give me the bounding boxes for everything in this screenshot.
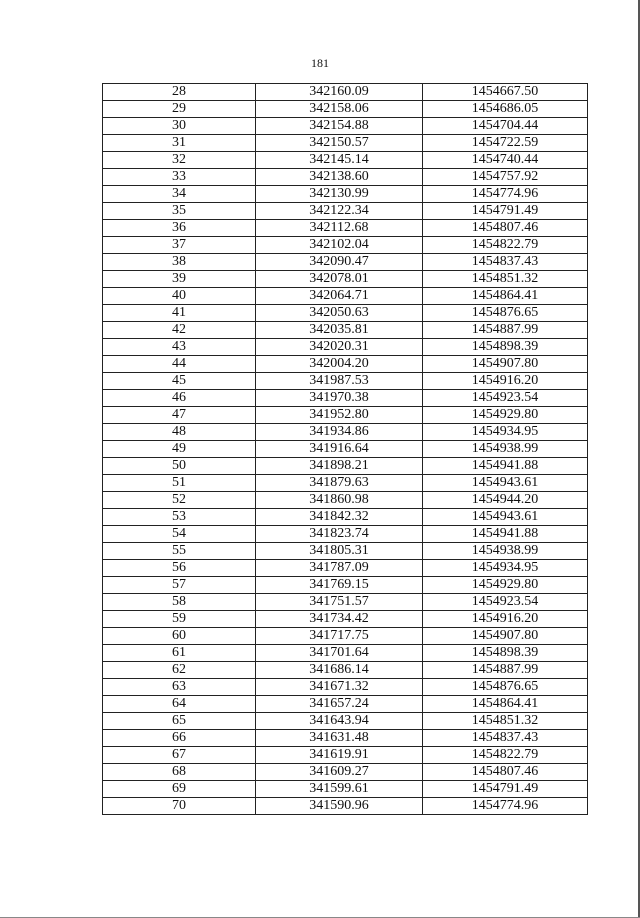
point-number-cell: 63 xyxy=(103,679,256,696)
y-coordinate-cell: 1454916.20 xyxy=(423,373,588,390)
x-coordinate-cell: 341952.80 xyxy=(256,407,423,424)
point-number-cell: 69 xyxy=(103,781,256,798)
y-coordinate-cell: 1454807.46 xyxy=(423,220,588,237)
x-coordinate-cell: 341805.31 xyxy=(256,543,423,560)
point-number-cell: 67 xyxy=(103,747,256,764)
y-coordinate-cell: 1454722.59 xyxy=(423,135,588,152)
point-number-cell: 62 xyxy=(103,662,256,679)
table-row xyxy=(103,118,588,135)
point-number-cell: 49 xyxy=(103,441,256,458)
point-number-cell: 32 xyxy=(103,152,256,169)
table-row xyxy=(103,203,588,220)
point-number-cell: 44 xyxy=(103,356,256,373)
x-coordinate-cell: 342078.01 xyxy=(256,271,423,288)
table-row xyxy=(103,424,588,441)
page-number: 181 xyxy=(311,56,329,70)
x-coordinate-cell: 341751.57 xyxy=(256,594,423,611)
x-coordinate-cell: 341987.53 xyxy=(256,373,423,390)
table-row xyxy=(103,390,588,407)
point-number-cell: 31 xyxy=(103,135,256,152)
table-row xyxy=(103,356,588,373)
point-number-cell: 41 xyxy=(103,305,256,322)
y-coordinate-cell: 1454851.32 xyxy=(423,271,588,288)
point-number-cell: 38 xyxy=(103,254,256,271)
point-number-cell: 53 xyxy=(103,509,256,526)
table-row xyxy=(103,628,588,645)
table-row xyxy=(103,288,588,305)
y-coordinate-cell: 1454929.80 xyxy=(423,577,588,594)
y-coordinate-cell: 1454740.44 xyxy=(423,152,588,169)
y-coordinate-cell: 1454943.61 xyxy=(423,509,588,526)
y-coordinate-cell: 1454757.92 xyxy=(423,169,588,186)
table-row xyxy=(103,747,588,764)
x-coordinate-cell: 341860.98 xyxy=(256,492,423,509)
point-number-cell: 46 xyxy=(103,390,256,407)
y-coordinate-cell: 1454938.99 xyxy=(423,543,588,560)
x-coordinate-cell: 342158.06 xyxy=(256,101,423,118)
point-number-cell: 64 xyxy=(103,696,256,713)
y-coordinate-cell: 1454929.80 xyxy=(423,407,588,424)
table-row xyxy=(103,101,588,118)
y-coordinate-cell: 1454837.43 xyxy=(423,254,588,271)
x-coordinate-cell: 341934.86 xyxy=(256,424,423,441)
table-row xyxy=(103,611,588,628)
y-coordinate-cell: 1454923.54 xyxy=(423,390,588,407)
y-coordinate-cell: 1454774.96 xyxy=(423,186,588,203)
point-number-cell: 29 xyxy=(103,101,256,118)
table-row xyxy=(103,577,588,594)
table-row xyxy=(103,475,588,492)
table-row xyxy=(103,543,588,560)
x-coordinate-cell: 341879.63 xyxy=(256,475,423,492)
point-number-cell: 59 xyxy=(103,611,256,628)
y-coordinate-cell: 1454822.79 xyxy=(423,747,588,764)
x-coordinate-cell: 341823.74 xyxy=(256,526,423,543)
table-row xyxy=(103,509,588,526)
table-row xyxy=(103,84,588,101)
y-coordinate-cell: 1454876.65 xyxy=(423,305,588,322)
point-number-cell: 35 xyxy=(103,203,256,220)
x-coordinate-cell: 342160.09 xyxy=(256,84,423,101)
table-row xyxy=(103,458,588,475)
table-row xyxy=(103,305,588,322)
point-number-cell: 55 xyxy=(103,543,256,560)
y-coordinate-cell: 1454907.80 xyxy=(423,628,588,645)
table-row xyxy=(103,560,588,577)
table-row xyxy=(103,152,588,169)
point-number-cell: 33 xyxy=(103,169,256,186)
point-number-cell: 47 xyxy=(103,407,256,424)
y-coordinate-cell: 1454851.32 xyxy=(423,713,588,730)
point-number-cell: 34 xyxy=(103,186,256,203)
table-row xyxy=(103,764,588,781)
x-coordinate-cell: 342064.71 xyxy=(256,288,423,305)
point-number-cell: 45 xyxy=(103,373,256,390)
y-coordinate-cell: 1454934.95 xyxy=(423,424,588,441)
x-coordinate-cell: 341657.24 xyxy=(256,696,423,713)
x-coordinate-cell: 342102.04 xyxy=(256,237,423,254)
y-coordinate-cell: 1454916.20 xyxy=(423,611,588,628)
point-number-cell: 66 xyxy=(103,730,256,747)
x-coordinate-cell: 341590.96 xyxy=(256,798,423,815)
x-coordinate-cell: 342112.68 xyxy=(256,220,423,237)
point-number-cell: 56 xyxy=(103,560,256,577)
y-coordinate-cell: 1454864.41 xyxy=(423,696,588,713)
table-row xyxy=(103,220,588,237)
table-row xyxy=(103,441,588,458)
point-number-cell: 58 xyxy=(103,594,256,611)
x-coordinate-cell: 342090.47 xyxy=(256,254,423,271)
table-row xyxy=(103,407,588,424)
table-row xyxy=(103,254,588,271)
point-number-cell: 40 xyxy=(103,288,256,305)
table-row xyxy=(103,373,588,390)
x-coordinate-cell: 341970.38 xyxy=(256,390,423,407)
y-coordinate-cell: 1454837.43 xyxy=(423,730,588,747)
x-coordinate-cell: 342035.81 xyxy=(256,322,423,339)
point-number-cell: 51 xyxy=(103,475,256,492)
x-coordinate-cell: 342122.34 xyxy=(256,203,423,220)
table-row xyxy=(103,237,588,254)
point-number-cell: 30 xyxy=(103,118,256,135)
table-row xyxy=(103,169,588,186)
x-coordinate-cell: 341686.14 xyxy=(256,662,423,679)
point-number-cell: 68 xyxy=(103,764,256,781)
table-row xyxy=(103,271,588,288)
point-number-cell: 52 xyxy=(103,492,256,509)
x-coordinate-cell: 341643.94 xyxy=(256,713,423,730)
point-number-cell: 42 xyxy=(103,322,256,339)
point-number-cell: 50 xyxy=(103,458,256,475)
point-number-cell: 43 xyxy=(103,339,256,356)
table-row xyxy=(103,696,588,713)
y-coordinate-cell: 1454934.95 xyxy=(423,560,588,577)
y-coordinate-cell: 1454876.65 xyxy=(423,679,588,696)
table-row xyxy=(103,322,588,339)
point-number-cell: 39 xyxy=(103,271,256,288)
x-coordinate-cell: 342154.88 xyxy=(256,118,423,135)
x-coordinate-cell: 341609.27 xyxy=(256,764,423,781)
table-row xyxy=(103,781,588,798)
x-coordinate-cell: 342138.60 xyxy=(256,169,423,186)
y-coordinate-cell: 1454822.79 xyxy=(423,237,588,254)
table-row xyxy=(103,492,588,509)
x-coordinate-cell: 341916.64 xyxy=(256,441,423,458)
point-number-cell: 57 xyxy=(103,577,256,594)
y-coordinate-cell: 1454898.39 xyxy=(423,645,588,662)
x-coordinate-cell: 341787.09 xyxy=(256,560,423,577)
point-number-cell: 36 xyxy=(103,220,256,237)
x-coordinate-cell: 341898.21 xyxy=(256,458,423,475)
point-number-cell: 48 xyxy=(103,424,256,441)
table-row xyxy=(103,339,588,356)
point-number-cell: 54 xyxy=(103,526,256,543)
point-number-cell: 65 xyxy=(103,713,256,730)
table-row xyxy=(103,713,588,730)
table-row xyxy=(103,662,588,679)
point-number-cell: 70 xyxy=(103,798,256,815)
table-row xyxy=(103,135,588,152)
x-coordinate-cell: 342150.57 xyxy=(256,135,423,152)
y-coordinate-cell: 1454941.88 xyxy=(423,458,588,475)
y-coordinate-cell: 1454887.99 xyxy=(423,662,588,679)
table-row xyxy=(103,594,588,611)
y-coordinate-cell: 1454791.49 xyxy=(423,781,588,798)
point-number-cell: 37 xyxy=(103,237,256,254)
table-body xyxy=(103,84,588,815)
y-coordinate-cell: 1454923.54 xyxy=(423,594,588,611)
table-row xyxy=(103,645,588,662)
y-coordinate-cell: 1454944.20 xyxy=(423,492,588,509)
y-coordinate-cell: 1454898.39 xyxy=(423,339,588,356)
x-coordinate-cell: 342145.14 xyxy=(256,152,423,169)
y-coordinate-cell: 1454791.49 xyxy=(423,203,588,220)
y-coordinate-cell: 1454667.50 xyxy=(423,84,588,101)
x-coordinate-cell: 341619.91 xyxy=(256,747,423,764)
coordinates-table xyxy=(102,83,588,815)
x-coordinate-cell: 341842.32 xyxy=(256,509,423,526)
x-coordinate-cell: 341769.15 xyxy=(256,577,423,594)
point-number-cell: 28 xyxy=(103,84,256,101)
x-coordinate-cell: 342020.31 xyxy=(256,339,423,356)
x-coordinate-cell: 342130.99 xyxy=(256,186,423,203)
x-coordinate-cell: 342004.20 xyxy=(256,356,423,373)
point-number-cell: 61 xyxy=(103,645,256,662)
table-row xyxy=(103,730,588,747)
x-coordinate-cell: 341717.75 xyxy=(256,628,423,645)
y-coordinate-cell: 1454686.05 xyxy=(423,101,588,118)
y-coordinate-cell: 1454774.96 xyxy=(423,798,588,815)
point-number-cell: 60 xyxy=(103,628,256,645)
table-row xyxy=(103,526,588,543)
y-coordinate-cell: 1454941.88 xyxy=(423,526,588,543)
table-row xyxy=(103,186,588,203)
x-coordinate-cell: 341701.64 xyxy=(256,645,423,662)
x-coordinate-cell: 341631.48 xyxy=(256,730,423,747)
y-coordinate-cell: 1454943.61 xyxy=(423,475,588,492)
x-coordinate-cell: 341671.32 xyxy=(256,679,423,696)
y-coordinate-cell: 1454938.99 xyxy=(423,441,588,458)
x-coordinate-cell: 341599.61 xyxy=(256,781,423,798)
y-coordinate-cell: 1454864.41 xyxy=(423,288,588,305)
table-row xyxy=(103,798,588,815)
y-coordinate-cell: 1454907.80 xyxy=(423,356,588,373)
y-coordinate-cell: 1454704.44 xyxy=(423,118,588,135)
x-coordinate-cell: 341734.42 xyxy=(256,611,423,628)
x-coordinate-cell: 342050.63 xyxy=(256,305,423,322)
y-coordinate-cell: 1454887.99 xyxy=(423,322,588,339)
table-row xyxy=(103,679,588,696)
y-coordinate-cell: 1454807.46 xyxy=(423,764,588,781)
